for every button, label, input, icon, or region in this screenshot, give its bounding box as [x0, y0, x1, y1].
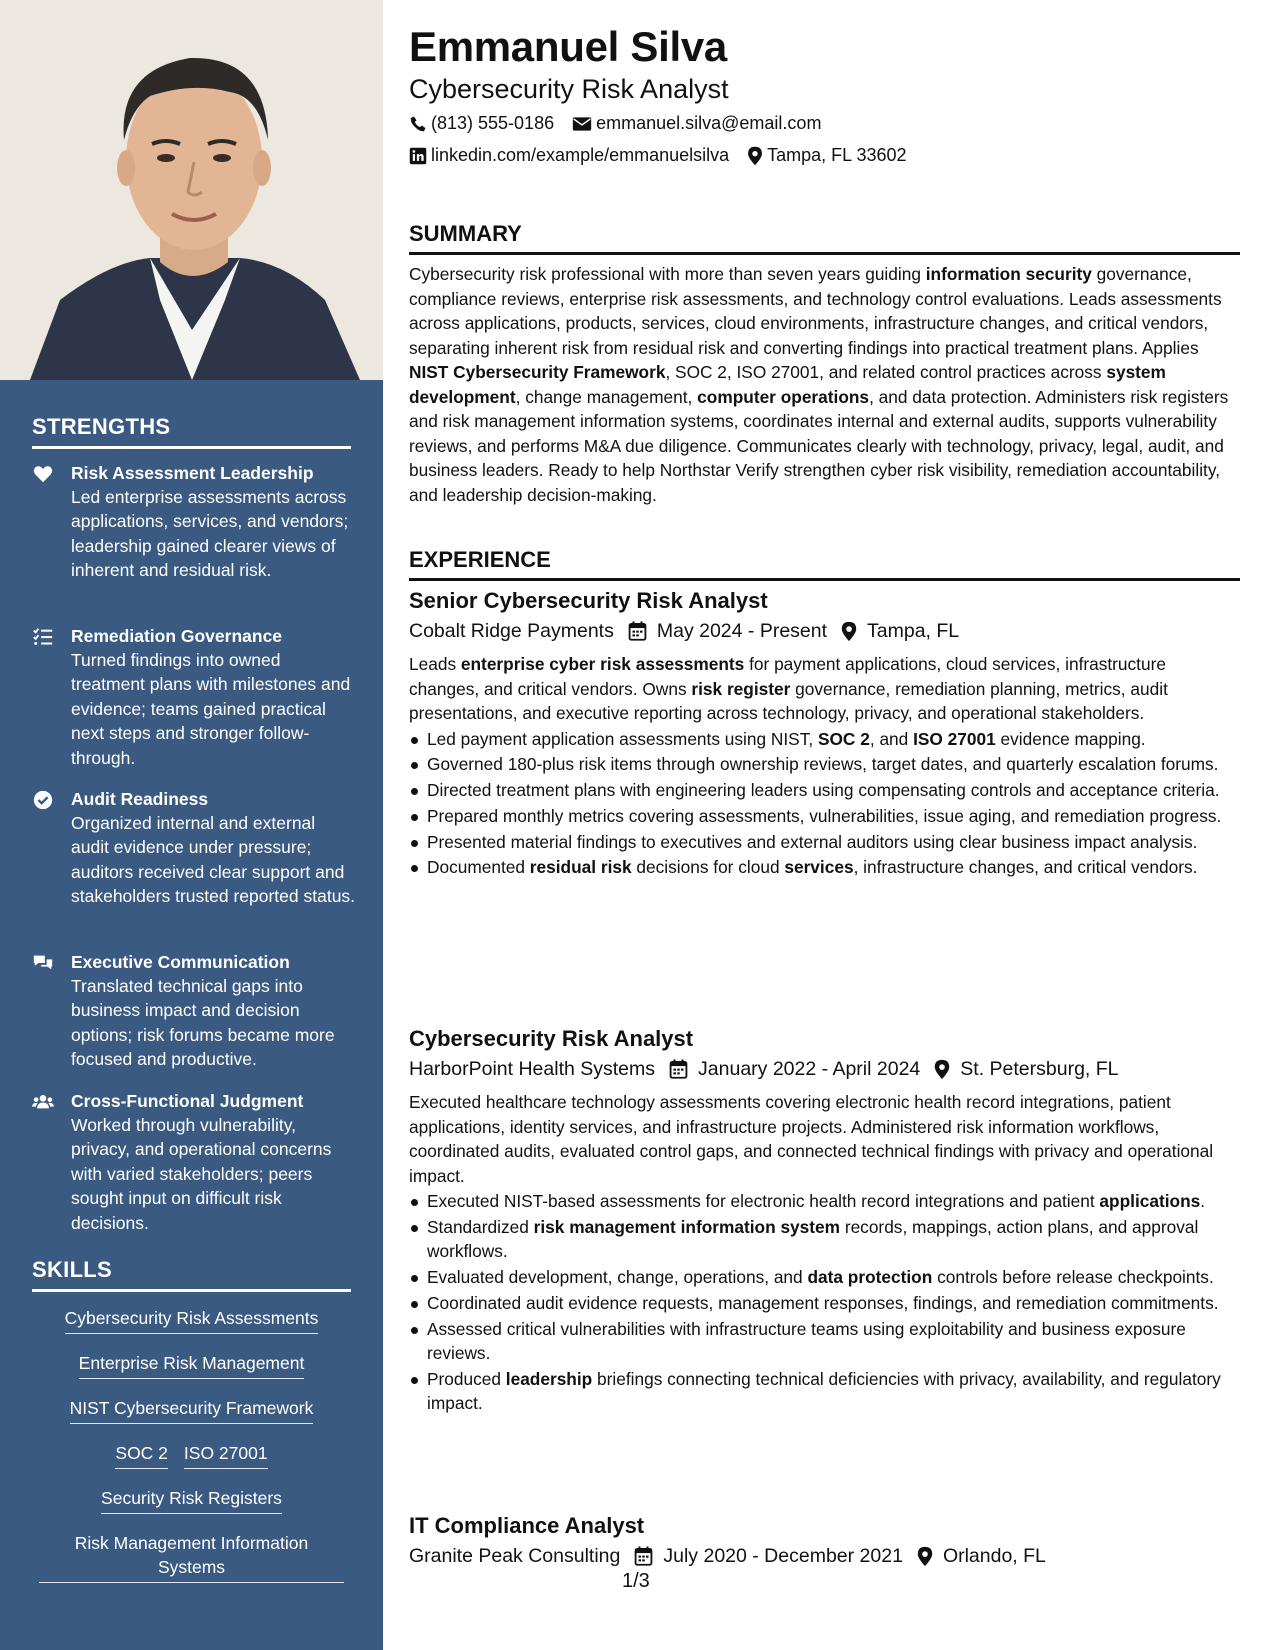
- map-pin-icon: [917, 1546, 933, 1567]
- candidate-name: Emmanuel Silva: [409, 23, 727, 70]
- bullet-item: [409, 1291, 1240, 1316]
- text-run: Governed 180-plus risk items through ownership reviews, target dates, and quarterly escalation forums.: [427, 754, 1219, 775]
- text-run: Presented material findings to executives and external auditors using clear business impact analysis.: [427, 831, 1198, 852]
- job-title: Cybersecurity Risk Analyst: [409, 1026, 694, 1051]
- strength-description: Turned findings into owned treatment plans with milestones and evidence; teams gained practical next steps and stronger follow-through.: [71, 650, 351, 768]
- text-run: decisions for cloud: [631, 857, 785, 878]
- profile-photo: [0, 0, 383, 380]
- text-run: for payment applications, cloud services, infrastructure changes, and critical vendors. Owns: [409, 654, 1166, 699]
- job-entry: [409, 1024, 1240, 1417]
- text-run: Directed treatment plans with engineering leaders using compensating controls and acceptance criteria.: [427, 780, 1220, 801]
- text-run: Documented: [427, 857, 530, 878]
- strength-description: Translated technical gaps into business impact and decision options; risk forums became more focused and productive.: [71, 976, 335, 1070]
- bold-text: data protection: [807, 1267, 933, 1288]
- job-entry: [409, 586, 1240, 881]
- summary-text: [409, 262, 1240, 507]
- calendar-icon: [634, 1546, 653, 1566]
- linkedin-icon: [409, 147, 427, 165]
- strength-title: Cross-Functional Judgment: [71, 1091, 304, 1111]
- strength-title: Audit Readiness: [71, 789, 209, 809]
- text-run: .: [1200, 1191, 1206, 1211]
- heart-icon: [32, 463, 54, 485]
- bold-text: system development: [409, 362, 1166, 407]
- bullet-item: [409, 804, 1240, 829]
- bold-text: computer operations: [697, 386, 870, 407]
- bold-text: residual risk: [529, 857, 632, 878]
- skill-tag: Security Risk Registers: [101, 1486, 282, 1514]
- skill-tag: ISO 27001: [184, 1441, 268, 1469]
- check-circle-icon: [32, 789, 54, 811]
- linkedin-text: linkedin.com/example/emmanuelsilva: [431, 145, 730, 165]
- text-run: Coordinated audit evidence requests, management responses, findings, and remediation commitments.: [427, 1292, 1219, 1313]
- skill-tag: Cybersecurity Risk Assessments: [65, 1306, 319, 1334]
- bold-text: SOC 2: [817, 728, 870, 749]
- job-location: Orlando, FL: [942, 1545, 1046, 1567]
- text-run: , SOC 2, ISO 27001, and related control practices across: [665, 362, 1107, 382]
- calendar-icon: [628, 621, 647, 641]
- contact-row: [409, 145, 925, 166]
- email-text: emmanuel.silva@email.com: [596, 113, 822, 133]
- text-run: , change management,: [515, 386, 698, 407]
- text-run: evidence mapping.: [995, 728, 1146, 749]
- company-name: HarborPoint Health Systems: [409, 1058, 656, 1080]
- text-run: Led payment application assessments using NIST,: [427, 728, 818, 749]
- text-run: governance, compliance reviews, enterprise risk assessments, and technology control evaluations. Leads assessments across applications, products, services, cloud environments, infrastructure changes, and critical vendors, separating inherent risk from residual risk and converting findings into practical treatment plans. Applies: [409, 264, 1222, 358]
- phone-icon: [409, 115, 427, 133]
- strength-title: Remediation Governance: [71, 626, 283, 646]
- job-meta: [409, 616, 1240, 646]
- job-dates: July 2020 - December 2021: [663, 1545, 903, 1567]
- strength-description: Organized internal and external audit evidence under pressure; auditors received clear support and stakeholders trusted reported status.: [71, 813, 356, 907]
- candidate-title: Cybersecurity Risk Analyst: [409, 74, 729, 104]
- portrait-image: [0, 0, 383, 380]
- job-title: Senior Cybersecurity Risk Analyst: [409, 588, 768, 613]
- bullet-item: [409, 1265, 1240, 1290]
- bullet-item: [409, 752, 1240, 777]
- skills-list: [32, 1306, 351, 1583]
- text-run: Assessed critical vulnerabilities with infrastructure teams using exploitability and business exposure reviews.: [427, 1318, 1186, 1364]
- text-run: , infrastructure changes, and critical vendors.: [853, 857, 1198, 878]
- linkedin-contact[interactable]: [409, 145, 729, 166]
- page-number: 1/3: [622, 1570, 650, 1592]
- company-name: Granite Peak Consulting: [409, 1545, 621, 1567]
- text-run: Executed NIST-based assessments for electronic health record integrations and patient: [427, 1191, 1100, 1211]
- calendar-icon: [669, 1059, 688, 1079]
- users-icon: [32, 1091, 54, 1113]
- bold-text: leadership: [505, 1368, 593, 1389]
- bullet-item: [409, 727, 1240, 752]
- job-title: IT Compliance Analyst: [409, 1513, 645, 1538]
- job-location: St. Petersburg, FL: [960, 1058, 1119, 1080]
- text-run: Cybersecurity risk professional with more than seven years guiding: [409, 264, 926, 284]
- job-meta: [409, 1054, 1240, 1084]
- strength-title: Risk Assessment Leadership: [71, 463, 314, 483]
- bold-text: risk register: [691, 678, 791, 699]
- experience-heading: EXPERIENCE: [409, 547, 1240, 581]
- strengths-heading: STRENGTHS: [32, 414, 351, 449]
- text-run: governance, remediation planning, metrics, audit presentations, and executive reporting across technology, privacy, and operational stakeholders.: [409, 678, 1168, 723]
- job-bullets: [409, 1189, 1240, 1416]
- text-run: Leads: [409, 654, 461, 674]
- bullet-item: [409, 1317, 1240, 1366]
- job-meta: [409, 1541, 1240, 1571]
- bold-text: services: [784, 857, 854, 878]
- bullet-item: [409, 1367, 1240, 1416]
- skill-tag: Enterprise Risk Management: [79, 1351, 305, 1379]
- skill-tag: SOC 2: [115, 1441, 168, 1469]
- text-run: controls before release checkpoints.: [932, 1267, 1214, 1288]
- text-run: briefings connecting technical deficiencies with privacy, availability, and regulatory impact.: [427, 1368, 1221, 1414]
- bold-text: enterprise cyber risk assessments: [460, 654, 745, 674]
- map-pin-icon: [841, 621, 857, 642]
- map-pin-icon: [747, 146, 763, 166]
- job-entry: [409, 1511, 1240, 1571]
- skills-heading: SKILLS: [32, 1257, 351, 1292]
- strength-title: Executive Communication: [71, 952, 290, 972]
- bold-text: risk management information system: [533, 1216, 841, 1237]
- envelope-icon: [572, 116, 592, 132]
- bold-text: ISO 27001: [913, 728, 996, 749]
- strength-description: Worked through vulnerability, privacy, and operational concerns with varied stakeholders; peers sought input on difficult risk decisions.: [71, 1115, 332, 1233]
- summary-heading: SUMMARY: [409, 221, 1240, 255]
- checklist-icon: [32, 626, 54, 648]
- bullet-item: [409, 830, 1240, 855]
- job-location: Tampa, FL: [867, 620, 960, 642]
- text-run: , and: [869, 728, 914, 749]
- bullet-item: [409, 1189, 1240, 1214]
- job-description: [409, 652, 1240, 726]
- sidebar: [0, 0, 383, 1650]
- map-pin-icon: [934, 1059, 950, 1080]
- job-description: [409, 1090, 1240, 1188]
- job-dates: May 2024 - Present: [656, 620, 828, 642]
- location-text: Tampa, FL 33602: [767, 145, 907, 165]
- skill-tag: NIST Cybersecurity Framework: [70, 1396, 314, 1424]
- location-contact: [747, 145, 906, 166]
- bold-text: applications: [1099, 1191, 1201, 1211]
- contact-row: [409, 113, 839, 134]
- company-name: Cobalt Ridge Payments: [409, 620, 614, 642]
- phone-contact: [409, 113, 554, 134]
- bold-text: information security: [925, 264, 1092, 284]
- email-contact[interactable]: [572, 113, 821, 134]
- bullet-item: [409, 1215, 1240, 1264]
- bold-text: NIST Cybersecurity Framework: [409, 362, 666, 382]
- text-run: Produced: [427, 1368, 506, 1389]
- text-run: records, mappings, action plans, and approval workflows.: [427, 1216, 1199, 1262]
- bullet-item: [409, 855, 1240, 880]
- skill-tag: Risk Management Information Systems: [39, 1531, 344, 1583]
- strength-description: Led enterprise assessments across applications, services, and vendors; leadership gained clearer views of inherent and residual risk.: [71, 487, 349, 581]
- phone-text: (813) 555-0186: [431, 113, 555, 133]
- text-run: Executed healthcare technology assessments covering electronic health record integrations, patient applications, identity services, and infrastructure projects. Administered risk information workflows, coordinated audits, evaluated control gaps, and connected technical findings with privacy and operational impact.: [409, 1092, 1214, 1186]
- text-run: Evaluated development, change, operations, and: [427, 1267, 808, 1288]
- comments-icon: [32, 952, 54, 974]
- text-run: Prepared monthly metrics covering assessments, vulnerabilities, issue aging, and remediation progress.: [427, 805, 1222, 826]
- text-run: Standardized: [427, 1216, 534, 1237]
- bullet-item: [409, 778, 1240, 803]
- job-bullets: [409, 727, 1240, 880]
- text-run: , and data protection. Administers risk registers and risk management information systems, coordinates internal and external audits, supports vulnerability reviews, and performs M&A due diligence. Communicates clearly with technology, privacy, legal, audit, and business leaders. Ready to help Northstar Verify strengthen cyber risk visibility, remediation accountability, and leadership decision-making.: [409, 386, 1229, 505]
- job-dates: January 2022 - April 2024: [698, 1058, 921, 1080]
